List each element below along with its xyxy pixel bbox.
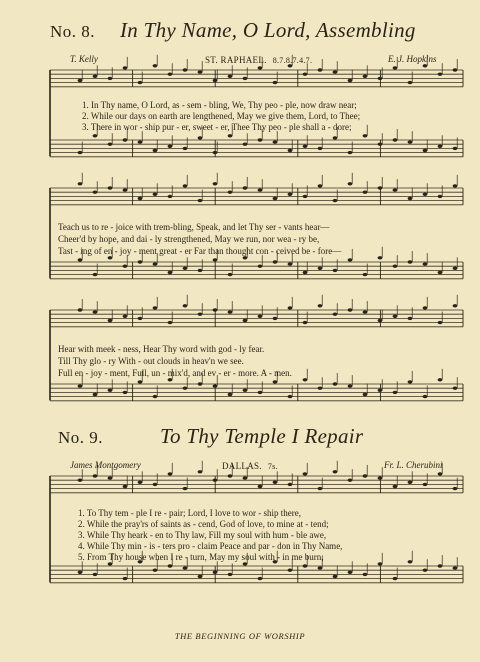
note-head (438, 378, 443, 381)
note-head (183, 487, 188, 490)
note-head (288, 262, 293, 265)
note-head (198, 382, 203, 385)
note-head (438, 271, 443, 274)
note-head (123, 485, 128, 488)
note-head (168, 271, 173, 274)
note-head (258, 485, 263, 488)
note-head (408, 481, 413, 484)
note-head (273, 260, 278, 263)
note-head (168, 472, 173, 475)
hymn-8-author: T. Kelly (70, 54, 98, 64)
note-head (453, 387, 458, 390)
lyric-line: Till Thy glo - ry With - out clouds in heav'n we see. (58, 356, 244, 366)
note-head (333, 269, 338, 272)
note-head (168, 73, 173, 76)
note-head (228, 393, 233, 396)
note-head (93, 191, 98, 194)
note-head (393, 66, 398, 69)
note-head (243, 256, 248, 259)
note-head (423, 483, 428, 486)
note-head (153, 262, 158, 265)
note-head (228, 75, 233, 78)
note-head (453, 184, 458, 187)
note-head (423, 193, 428, 196)
note-head (153, 569, 158, 572)
note-head (78, 479, 83, 482)
note-head (78, 182, 83, 185)
note-head (153, 149, 158, 152)
note-head (318, 487, 323, 490)
note-head (78, 571, 83, 574)
note-head (243, 143, 248, 146)
lyric-line: 3. There in wor - ship pur - er, sweet - er, Thee Thy peo - ple shall a - dore; (82, 122, 352, 132)
note-head (153, 306, 158, 309)
note-head (303, 73, 308, 76)
note-head (363, 474, 368, 477)
note-head (453, 147, 458, 150)
note-head (108, 143, 113, 146)
note-head (303, 472, 308, 475)
note-head (333, 575, 338, 578)
note-head (78, 384, 83, 387)
hymn-8-composer: E. J. Hopkins (388, 54, 437, 64)
note-head (393, 265, 398, 268)
hymn-9-number: No. 9. (58, 428, 104, 447)
note-head (108, 319, 113, 322)
note-head (273, 481, 278, 484)
note-head (258, 138, 263, 141)
note-head (183, 68, 188, 71)
note-head (423, 569, 428, 572)
note-head (228, 310, 233, 313)
note-head (453, 68, 458, 71)
note-head (378, 256, 383, 259)
note-head (393, 315, 398, 318)
note-head (123, 315, 128, 318)
note-head (228, 273, 233, 276)
note-head (288, 569, 293, 572)
note-head (228, 191, 233, 194)
note-head (93, 393, 98, 396)
note-head (138, 380, 143, 383)
note-head (333, 313, 338, 316)
note-head (228, 573, 233, 576)
note-head (258, 188, 263, 191)
note-head (438, 564, 443, 567)
note-head (453, 267, 458, 270)
note-head (168, 321, 173, 324)
note-head (378, 562, 383, 565)
note-head (183, 147, 188, 150)
note-head (198, 313, 203, 316)
note-head (93, 75, 98, 78)
note-head (108, 77, 113, 80)
note-head (348, 182, 353, 185)
note-head (138, 317, 143, 320)
lyric-line: Tast - ing of en - joy - ment great - er Far than thought con - ceived be - fore— (58, 246, 342, 256)
note-head (153, 193, 158, 196)
note-head (408, 140, 413, 143)
note-head (438, 73, 443, 76)
note-head (273, 140, 278, 143)
note-head (423, 149, 428, 152)
note-head (408, 197, 413, 200)
note-head (258, 391, 263, 394)
note-head (438, 195, 443, 198)
note-head (273, 380, 278, 383)
lyric-line: Teach us to re - joice with trem-bling, Speak, and let Thy ser - vants hear— (58, 222, 330, 232)
note-head (363, 573, 368, 576)
note-head (78, 79, 83, 82)
note-head (108, 186, 113, 189)
note-head (243, 562, 248, 565)
note-head (243, 186, 248, 189)
note-head (258, 265, 263, 268)
note-head (453, 566, 458, 569)
note-head (333, 199, 338, 202)
note-head (108, 562, 113, 565)
note-head (123, 66, 128, 69)
note-head (348, 258, 353, 261)
note-head (438, 145, 443, 148)
note-head (108, 389, 113, 392)
note-head (123, 138, 128, 141)
note-head (348, 571, 353, 574)
hymn-8-title: In Thy Name, O Lord, Assembling (120, 18, 416, 42)
note-head (348, 79, 353, 82)
note-head (153, 395, 158, 398)
note-head (363, 134, 368, 137)
note-head (408, 560, 413, 563)
note-head (93, 273, 98, 276)
note-head (423, 395, 428, 398)
note-head (408, 317, 413, 320)
note-head (198, 70, 203, 73)
note-head (318, 267, 323, 270)
note-head (108, 476, 113, 479)
note-head (273, 81, 278, 84)
note-head (288, 193, 293, 196)
note-head (363, 75, 368, 78)
note-head (303, 145, 308, 148)
note-head (318, 387, 323, 390)
note-head (198, 575, 203, 578)
note-head (423, 262, 428, 265)
note-head (168, 564, 173, 567)
note-head (288, 395, 293, 398)
note-head (363, 393, 368, 396)
note-head (198, 269, 203, 272)
note-head (333, 136, 338, 139)
hymn-9-composer: Fr. L. Cherubini (384, 460, 443, 470)
note-head (303, 195, 308, 198)
note-head (168, 145, 173, 148)
note-head (258, 66, 263, 69)
note-head (198, 199, 203, 202)
tune-meter: 8.7.8.7.4.7. (272, 56, 313, 65)
note-head (183, 267, 188, 270)
note-head (318, 68, 323, 71)
note-head (213, 182, 218, 185)
note-head (348, 308, 353, 311)
tune-meter: 7s. (267, 462, 278, 471)
note-head (393, 485, 398, 488)
note-head (108, 256, 113, 259)
note-head (183, 387, 188, 390)
note-head (183, 304, 188, 307)
note-head (78, 151, 83, 154)
lyric-line: 4. While Thy min - is - ters pro - claim Peace and par - don in Thy Name, (78, 541, 343, 551)
note-head (453, 304, 458, 307)
note-head (303, 564, 308, 567)
note-head (273, 197, 278, 200)
note-head (288, 483, 293, 486)
note-head (408, 260, 413, 263)
note-head (303, 378, 308, 381)
note-head (123, 265, 128, 268)
note-head (438, 321, 443, 324)
tune-name: ST. RAPHAEL. (205, 55, 267, 65)
note-head (93, 310, 98, 313)
lyric-line: 1. To Thy tem - ple I re - pair; Lord, I love to wor - ship there, (78, 508, 301, 518)
note-head (453, 487, 458, 490)
note-head (138, 260, 143, 263)
note-head (198, 136, 203, 139)
note-head (168, 378, 173, 381)
note-head (93, 573, 98, 576)
note-head (258, 315, 263, 318)
tune-name: DALLAS. (222, 461, 262, 471)
note-head (168, 195, 173, 198)
note-head (393, 188, 398, 191)
note-head (318, 184, 323, 187)
note-head (363, 273, 368, 276)
note-head (273, 317, 278, 320)
note-head (288, 149, 293, 152)
hymn-8-number: No. 8. (50, 22, 96, 41)
lyric-line: Hear with meek - ness, Hear Thy word with god - ly fear. (58, 344, 265, 354)
note-head (318, 304, 323, 307)
page-footer: THE BEGINNING OF WORSHIP (174, 631, 306, 641)
lyric-line: Cheer'd by hope, and dai - ly strengthened, May we run, nor wea - ry be, (58, 234, 320, 244)
note-head (78, 258, 83, 261)
note-head (228, 474, 233, 477)
note-head (138, 140, 143, 143)
note-head (138, 81, 143, 84)
lyric-line: 3. While Thy heark - en to Thy law, Fill my soul with hum - ble awe, (78, 530, 327, 540)
note-head (243, 77, 248, 80)
hymn-8-tune (205, 55, 312, 65)
note-head (123, 577, 128, 580)
note-head (288, 306, 293, 309)
lyric-line: 2. While the pray'rs of saints as - cend, God of love, to mine at - tend; (78, 519, 329, 529)
lyric-line: 2. While our days on earth are lengthened, May we give them, Lord, to Thee; (82, 111, 361, 121)
note-head (333, 382, 338, 385)
note-head (348, 151, 353, 154)
lyric-line: 5. From Thy house when I re - turn, May my soul with - in me burn; (78, 552, 324, 562)
note-head (93, 474, 98, 477)
note-head (183, 566, 188, 569)
note-head (243, 476, 248, 479)
note-head (438, 472, 443, 475)
note-head (243, 319, 248, 322)
note-head (393, 138, 398, 141)
note-head (228, 134, 233, 137)
note-head (183, 184, 188, 187)
note-head (348, 479, 353, 482)
note-head (423, 306, 428, 309)
note-head (318, 566, 323, 569)
note-head (408, 81, 413, 84)
note-head (243, 389, 248, 392)
note-head (318, 147, 323, 150)
note-head (138, 481, 143, 484)
note-head (348, 384, 353, 387)
note-head (93, 134, 98, 137)
note-head (198, 470, 203, 473)
note-head (78, 308, 83, 311)
note-head (153, 64, 158, 67)
note-head (363, 310, 368, 313)
note-head (393, 577, 398, 580)
note-head (258, 577, 263, 580)
note-head (393, 391, 398, 394)
lyric-line: 1. In Thy name, O Lord, as - sem - bling, We, Thy peo - ple, now draw near; (82, 100, 357, 110)
note-head (333, 70, 338, 73)
note-head (408, 380, 413, 383)
lyric-line: Full en - joy - ment, Full, un - mix'd, and ev - er - more. A - men. (58, 368, 292, 378)
hymn-9-tune (222, 461, 278, 471)
note-head (123, 188, 128, 191)
note-head (303, 321, 308, 324)
note-head (363, 191, 368, 194)
note-head (153, 483, 158, 486)
hymn-9-title: To Thy Temple I Repair (160, 424, 364, 448)
note-head (303, 271, 308, 274)
note-head (333, 470, 338, 473)
note-head (123, 391, 128, 394)
note-head (213, 258, 218, 261)
note-head (423, 64, 428, 67)
note-head (138, 197, 143, 200)
hymn-9-author: James Montgomery (70, 460, 141, 470)
